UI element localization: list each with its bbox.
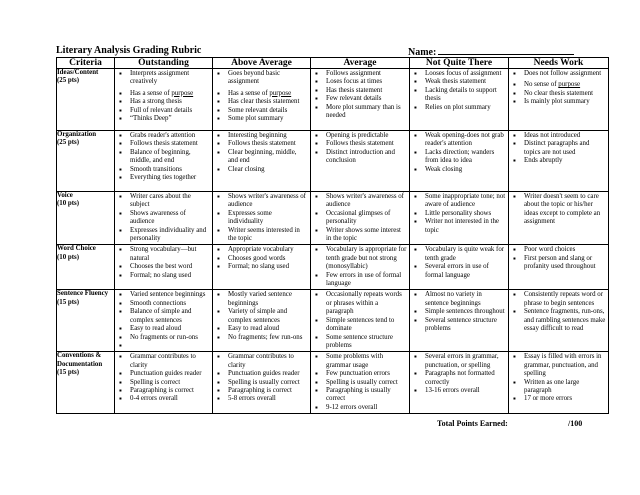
criteria-item: ▪ First person and slang or profanity used throughout xyxy=(510,255,606,272)
criteria-name: Conventions & Documentation xyxy=(57,352,103,368)
criteria-item: ▪ Follows thesis statement xyxy=(116,140,210,148)
criteria-list xyxy=(311,131,409,167)
header-average: Average xyxy=(311,58,410,69)
criteria-item: ▪ Expresses some individuality xyxy=(214,210,308,227)
name-label: Name: xyxy=(408,47,437,58)
criteria-list xyxy=(115,245,212,281)
criteria-item: ▪ Has a sense of purpose xyxy=(116,90,210,98)
criteria-item: ▪ Lacks direction; wanders from idea to idea xyxy=(411,149,506,166)
criteria-item: ▪ Follows thesis statement xyxy=(214,140,308,148)
criteria-item: ▪ Formal; no slang used xyxy=(214,263,308,271)
total-points-label: Total Points Earned: xyxy=(437,419,508,428)
criteria-item: ▪ Balance of simple and complex sentences xyxy=(116,308,210,325)
criteria-item: ▪ Shows writer's awareness of audience xyxy=(312,193,407,210)
criteria-item: ▪ Punctuation guides reader xyxy=(116,370,210,378)
criteria-item: ▪ Writer shows some interest in the topic xyxy=(312,227,407,244)
criteria-item: ▪ Loses focus at times xyxy=(312,78,407,86)
criteria-item: ▪ Has a strong thesis xyxy=(116,98,210,106)
criteria-item: ▪ Weak closing xyxy=(411,166,506,174)
criteria-item: ▪ Expresses individuality and personality xyxy=(116,227,210,244)
criteria-item: ▪ Writer seems interested in the topic xyxy=(214,227,308,244)
criteria-list xyxy=(410,245,508,281)
criteria-list xyxy=(311,69,409,121)
criteria-list xyxy=(410,192,508,236)
criteria-item: ▪ Writer not interested in the topic xyxy=(411,218,506,235)
criteria-list xyxy=(509,69,608,108)
criteria-item: ▪ Paragraphing is usually correct xyxy=(312,387,407,404)
header-not-quite-there: Not Quite There xyxy=(410,58,509,69)
rubric-cell-needs-work xyxy=(509,131,609,192)
criteria-list xyxy=(115,192,212,244)
criteria-item: ▪ Punctuation guides reader xyxy=(214,370,308,378)
criteria-item: ▪ Distinct paragraphs and topics are not used xyxy=(510,140,606,157)
criteria-item: ▪ Some plot summary xyxy=(214,115,308,123)
header-needs-work: Needs Work xyxy=(509,58,609,69)
criteria-list xyxy=(509,131,608,167)
criteria-item: ▪ Variety of simple and complex sentences xyxy=(214,308,308,325)
criteria-item: ▪ Interprets assignment creatively xyxy=(116,70,210,87)
criteria-item: ▪ Does not follow assignment xyxy=(510,70,606,78)
criteria-item: ▪ No fragments or run-ons xyxy=(116,334,210,342)
criteria-item: ▪ Grammar contributes to clarity xyxy=(214,353,308,370)
criteria-item: ▪ “Thinks Deep” xyxy=(116,115,210,123)
criteria-item: ▪ Writer cares about the subject xyxy=(116,193,210,210)
criteria-list xyxy=(311,352,409,413)
criteria-points: (10 pts) xyxy=(57,253,80,261)
rubric-cell-outstanding xyxy=(115,192,213,245)
criteria-item: ▪ Almost no variety in sentence beginnings xyxy=(411,291,506,308)
criteria-cell xyxy=(57,245,115,290)
criteria-item: ▪ Several sentence structure problems xyxy=(411,317,506,334)
criteria-item: ▪ Some sentence structure problems xyxy=(312,334,407,351)
rubric-cell-above-average xyxy=(213,245,311,290)
criteria-list xyxy=(311,192,409,244)
criteria-list xyxy=(509,245,608,272)
criteria-list xyxy=(311,245,409,289)
criteria-item: ▪ Several errors in use of formal language xyxy=(411,263,506,280)
criteria-list xyxy=(213,69,310,124)
criteria-item: ▪ Spelling is usually correct xyxy=(312,379,407,387)
criteria-points: (25 pts) xyxy=(57,139,80,147)
criteria-item: ▪ Spelling is correct xyxy=(116,379,210,387)
criteria-list xyxy=(213,352,310,404)
criteria-item: ▪ Several errors in grammar, punctuation, or spelling xyxy=(411,353,506,370)
criteria-item: ▪ No sense of purpose xyxy=(510,81,606,89)
criteria-item: ▪ 5-8 errors overall xyxy=(214,395,308,403)
rubric-cell-average xyxy=(311,192,410,245)
criteria-item: ▪ Some inappropriate tone; not aware of audience xyxy=(411,193,506,210)
rubric-cell-not-quite-there xyxy=(410,69,509,131)
criteria-list xyxy=(410,69,508,113)
criteria-item: ▪ More plot summary than is needed xyxy=(312,104,407,121)
header-outstanding: Outstanding xyxy=(115,58,213,69)
criteria-item: ▪ Everything ties together xyxy=(116,174,210,182)
criteria-item: ▪ Poor word choices xyxy=(510,246,606,254)
rubric-cell-not-quite-there xyxy=(410,192,509,245)
criteria-list xyxy=(213,245,310,272)
criteria-list xyxy=(213,131,310,175)
criteria-item: ▪ No fragments; few run-ons xyxy=(214,334,308,342)
criteria-item: ▪ Easy to read aloud xyxy=(214,325,308,333)
criteria-item: ▪ Looses focus of assignment xyxy=(411,70,506,78)
rubric-row xyxy=(57,69,609,131)
criteria-item: ▪ Some problems with grammar usage xyxy=(312,353,407,370)
criteria-item: ▪ Interesting beginning xyxy=(214,132,308,140)
rubric-cell-outstanding xyxy=(115,352,213,414)
criteria-item: ▪ Follows thesis statement xyxy=(312,140,407,148)
criteria-list xyxy=(213,192,310,244)
criteria-item: ▪ Varied sentence beginnings xyxy=(116,291,210,299)
name-blank-line xyxy=(438,45,574,55)
rubric-table xyxy=(56,57,609,414)
criteria-list xyxy=(311,290,409,351)
rubric-cell-above-average xyxy=(213,192,311,245)
emphasis-word: purpose xyxy=(171,89,194,97)
rubric-cell-outstanding xyxy=(115,131,213,192)
criteria-item: ▪ Few relevant details xyxy=(312,95,407,103)
emphasis-word: purpose xyxy=(558,81,581,89)
criteria-item: ▪ Little personality shows xyxy=(411,210,506,218)
criteria-points: (15 pts) xyxy=(57,298,80,306)
criteria-item: ▪ 17 or more errors xyxy=(510,395,606,403)
criteria-item: ▪ Follows assignment xyxy=(312,70,407,78)
criteria-item: ▪ Occasional glimpses of personality xyxy=(312,210,407,227)
rubric-cell-above-average xyxy=(213,352,311,414)
criteria-name: Word Choice xyxy=(57,245,96,253)
criteria-item: ▪ 0-4 errors overall xyxy=(116,395,210,403)
criteria-item: ▪ Is mainly plot summary xyxy=(510,98,606,106)
rubric-cell-average xyxy=(311,245,410,290)
criteria-list xyxy=(213,290,310,342)
criteria-item: ▪ Has clear thesis statement xyxy=(214,98,308,106)
criteria-cell xyxy=(57,290,115,352)
criteria-item: ▪ Ideas not introduced xyxy=(510,132,606,140)
rubric-cell-needs-work xyxy=(509,290,609,352)
criteria-item: ▪ Grabs reader's attention xyxy=(116,132,210,140)
criteria-item: ▪ Weak thesis statement xyxy=(411,78,506,86)
header-row xyxy=(57,58,609,69)
criteria-item: ▪ Distinct introduction and conclusion xyxy=(312,149,407,166)
criteria-item: ▪ Grammar contributes to clarity xyxy=(116,353,210,370)
criteria-name: Ideas/Content xyxy=(57,69,99,76)
criteria-list xyxy=(509,290,608,334)
criteria-item: ▪ Few punctuation errors xyxy=(312,370,407,378)
criteria-item: ▪ Paragraphing is correct xyxy=(116,387,210,395)
criteria-item: ▪ Shows writer's awareness of audience xyxy=(214,193,308,210)
criteria-item: ▪ Consistently repeats word or phrase to begin sentences xyxy=(510,291,606,308)
rubric-cell-outstanding xyxy=(115,69,213,131)
rubric-cell-needs-work xyxy=(509,192,609,245)
criteria-cell xyxy=(57,352,115,414)
header-above-average: Above Average xyxy=(213,58,311,69)
criteria-item: ▪ Written as one large paragraph xyxy=(510,379,606,396)
criteria-points: (25 pts) xyxy=(57,77,80,85)
rubric-row xyxy=(57,192,609,245)
criteria-item: ▪ Vocabulary is quite weak for tenth grade xyxy=(411,246,506,263)
criteria-item: ▪ Some relevant details xyxy=(214,107,308,115)
rubric-cell-not-quite-there xyxy=(410,352,509,414)
criteria-list xyxy=(410,352,508,396)
criteria-item: ▪ Has a sense of purpose xyxy=(214,90,308,98)
criteria-item: ▪ Simple sentences throughout xyxy=(411,308,506,316)
rubric-cell-needs-work xyxy=(509,69,609,131)
criteria-item: ▪ Shows awareness of audience xyxy=(116,210,210,227)
page-title: Literary Analysis Grading Rubric xyxy=(56,45,202,56)
criteria-item: ▪ Easy to read aloud xyxy=(116,325,210,333)
criteria-list xyxy=(410,131,508,175)
rubric-cell-outstanding xyxy=(115,290,213,352)
criteria-item: ▪ Paragraphs not formatted correctly xyxy=(411,370,506,387)
criteria-item: ▪ No clear thesis statement xyxy=(510,90,606,98)
criteria-item: ▪ Vocabulary is appropriate for tenth grade but not strong (monosyllabic) xyxy=(312,246,407,271)
rubric-cell-above-average xyxy=(213,290,311,352)
criteria-item: ▪ Relies on plot summary xyxy=(411,104,506,112)
rubric-cell-average xyxy=(311,69,410,131)
criteria-item: ▪ Writer doesn't seem to care about the topic or his/her ideas except to complete an assignment xyxy=(510,193,606,227)
criteria-list xyxy=(115,352,212,404)
criteria-name: Organization xyxy=(57,131,97,138)
criteria-item: ▪ Appropriate vocabulary xyxy=(214,246,308,254)
criteria-item: ▪ Sentence fragments, run-ons, and rambling sentences make essay difficult to read xyxy=(510,308,606,333)
criteria-item: ▪ Chooses the best word xyxy=(116,263,210,271)
rubric-cell-average xyxy=(311,290,410,352)
total-points-value: /100 xyxy=(568,419,583,428)
header-criteria: Criteria xyxy=(57,58,115,69)
criteria-item: ▪ Spelling is usually correct xyxy=(214,379,308,387)
criteria-item: ▪ Few errors in use of formal language xyxy=(312,272,407,289)
criteria-item: ▪ Ends abruptly xyxy=(510,157,606,165)
criteria-item: ▪ Essay is filled with errors in grammar, punctuation, and spelling xyxy=(510,353,606,378)
criteria-item: ▪ Occasionally repeats words or phrases within a paragraph xyxy=(312,291,407,316)
rubric-cell-not-quite-there xyxy=(410,131,509,192)
rubric-cell-needs-work xyxy=(509,352,609,414)
rubric-cell-not-quite-there xyxy=(410,245,509,290)
rubric-row xyxy=(57,290,609,352)
rubric-cell-not-quite-there xyxy=(410,290,509,352)
criteria-list xyxy=(509,192,608,228)
rubric-cell-above-average xyxy=(213,131,311,192)
criteria-list xyxy=(115,69,212,124)
criteria-item: ▪ Opening is predictable xyxy=(312,132,407,140)
rubric-cell-average xyxy=(311,131,410,192)
criteria-name: Voice xyxy=(57,192,73,199)
criteria-item: ▪ Simple sentences tend to dominate xyxy=(312,317,407,334)
criteria-cell xyxy=(57,192,115,245)
rubric-row xyxy=(57,352,609,414)
criteria-item: ▪ Paragraphing is correct xyxy=(214,387,308,395)
criteria-cell xyxy=(57,69,115,131)
criteria-item: ▪ Formal; no slang used xyxy=(116,272,210,280)
criteria-item: ▪ Goes beyond basic assignment xyxy=(214,70,308,87)
rubric-cell-average xyxy=(311,352,410,414)
emphasis-word: purpose xyxy=(269,89,292,97)
criteria-item: ▪ Weak opening-does not grab reader's attention xyxy=(411,132,506,149)
criteria-item: ▪ Smooth connections xyxy=(116,300,210,308)
criteria-item: ▪ Chooses good words xyxy=(214,255,308,263)
criteria-item: ▪ Full of relevant details xyxy=(116,107,210,115)
criteria-name: Sentence Fluency xyxy=(57,290,109,298)
rubric-cell-outstanding xyxy=(115,245,213,290)
criteria-item: ▪ Clear closing xyxy=(214,166,308,174)
criteria-item: ▪ Clear beginning, middle, and end xyxy=(214,149,308,166)
criteria-list xyxy=(115,290,212,342)
criteria-list xyxy=(410,290,508,334)
criteria-item: ▪ 13-16 errors overall xyxy=(411,387,506,395)
rubric-cell-above-average xyxy=(213,69,311,131)
criteria-cell xyxy=(57,131,115,192)
criteria-item: ▪ Mostly varied sentence beginnings xyxy=(214,291,308,308)
rubric-row xyxy=(57,131,609,192)
criteria-list xyxy=(509,352,608,404)
rubric-row xyxy=(57,245,609,290)
criteria-item: ▪ Balance of beginning, middle, and end xyxy=(116,149,210,166)
criteria-list xyxy=(115,131,212,183)
rubric-cell-needs-work xyxy=(509,245,609,290)
criteria-points: (15 pts) xyxy=(57,369,80,377)
criteria-item: ▪ Smooth transitions xyxy=(116,166,210,174)
criteria-points: (10 pts) xyxy=(57,200,80,208)
criteria-item: ▪ 9-12 errors overall xyxy=(312,404,407,412)
criteria-item: ▪ Strong vocabulary—but natural xyxy=(116,246,210,263)
criteria-item: ▪ Lacking details to support thesis xyxy=(411,87,506,104)
criteria-item: ▪ Has thesis statement xyxy=(312,87,407,95)
